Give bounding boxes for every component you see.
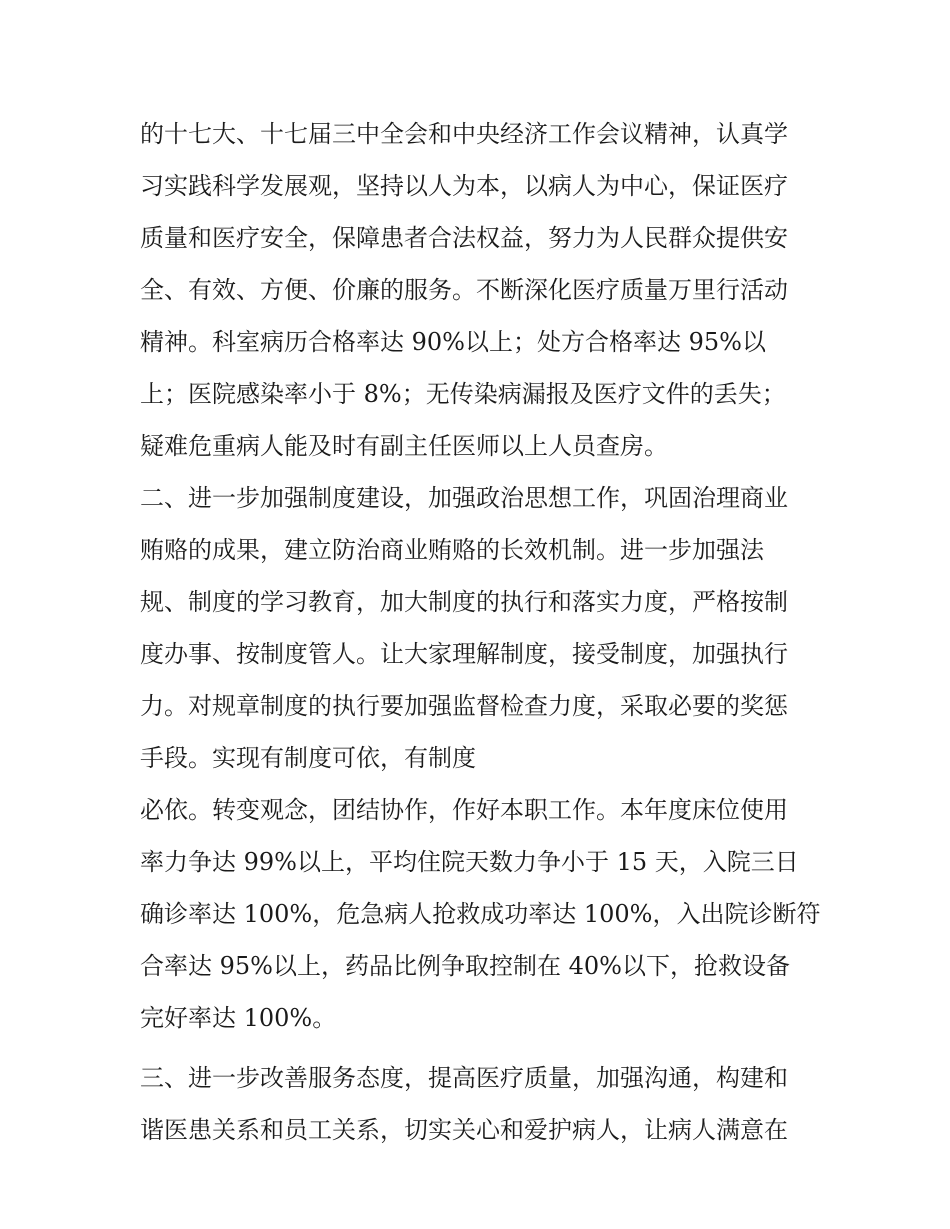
text-line: 完好率达 100%。 (140, 1004, 337, 1032)
paragraph-spacer (140, 1044, 830, 1052)
text-line: 三、进一步改善服务态度，提高医疗质量，加强沟通，构建和 (140, 1064, 788, 1092)
text-line: 率力争达 99%以上，平均住院天数力争小于 15 天，入院三日 (140, 848, 799, 876)
text-line: 必依。转变观念，团结协作，作好本职工作。本年度床位使用 (140, 796, 788, 824)
text-line: 贿赂的成果，建立防治商业贿赂的长效机制。进一步加强法 (140, 536, 764, 564)
text-line: 习实践科学发展观，坚持以人为本，以病人为中心，保证医疗 (140, 172, 788, 200)
text-line: 确诊率达 100%，危急病人抢救成功率达 100%，入出院诊断符 (140, 900, 821, 928)
text-line: 度办事、按制度管人。让大家理解制度，接受制度，加强执行 (140, 640, 788, 668)
paragraph-2 (140, 472, 830, 784)
paragraph-4 (140, 1052, 830, 1156)
text-line: 质量和医疗安全，保障患者合法权益，努力为人民群众提供安 (140, 224, 788, 252)
text-line: 规、制度的学习教育，加大制度的执行和落实力度，严格按制 (140, 588, 788, 616)
text-line: 力。对规章制度的执行要加强监督检查力度，采取必要的奖惩 (140, 692, 788, 720)
text-line: 手段。实现有制度可依，有制度 (140, 744, 476, 772)
paragraph-1 (140, 108, 830, 472)
text-line: 谐医患关系和员工关系，切实关心和爱护病人，让病人满意在 (140, 1116, 788, 1144)
document-body (140, 108, 830, 1156)
text-line: 上；医院感染率小于 8%；无传染病漏报及医疗文件的丢失； (140, 380, 786, 408)
text-line: 合率达 95%以上，药品比例争取控制在 40%以下，抢救设备 (140, 952, 790, 980)
text-line: 精神。科室病历合格率达 90%以上；处方合格率达 95%以 (140, 328, 766, 356)
paragraph-3 (140, 784, 830, 1044)
text-line: 二、进一步加强制度建设，加强政治思想工作，巩固治理商业 (140, 484, 788, 512)
text-line: 疑难危重病人能及时有副主任医师以上人员查房。 (140, 432, 668, 460)
text-line: 的十七大、十七届三中全会和中央经济工作会议精神，认真学 (140, 120, 788, 148)
text-line: 全、有效、方便、价廉的服务。不断深化医疗质量万里行活动 (140, 276, 788, 304)
